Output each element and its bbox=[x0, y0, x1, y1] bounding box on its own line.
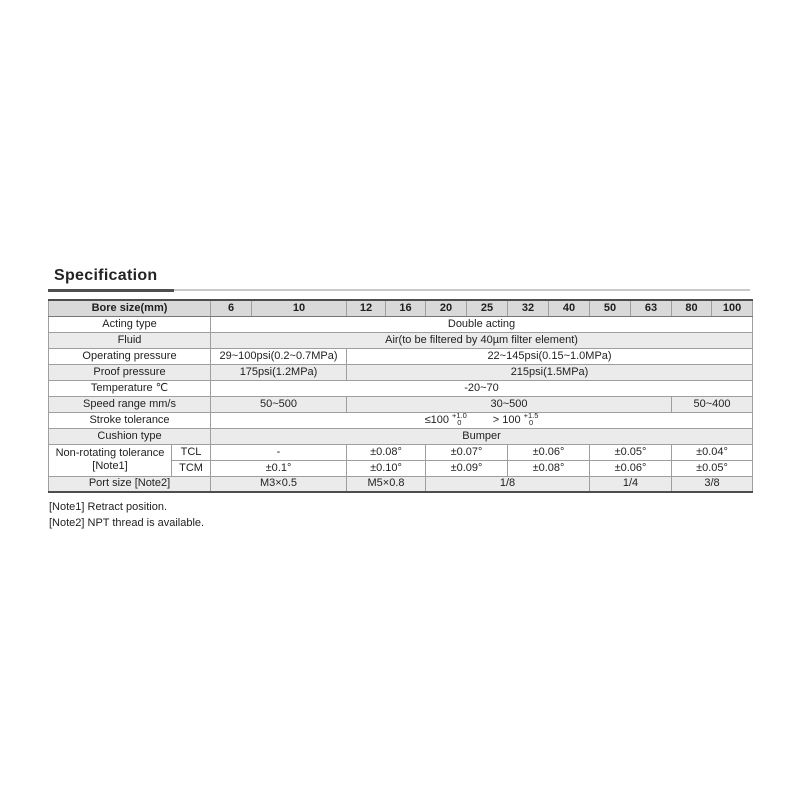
stroke-le-value: ≤100 bbox=[424, 413, 449, 426]
bore-header-50: 50 bbox=[590, 300, 631, 316]
specification-table bbox=[48, 299, 753, 493]
temperature-value: -20~70 bbox=[211, 380, 753, 396]
stroke-le-tolerance: +1.0 0 bbox=[451, 412, 467, 427]
heading-underline bbox=[48, 289, 750, 292]
heading-underline-light bbox=[174, 289, 750, 291]
bore-header-12: 12 bbox=[347, 300, 386, 316]
speed-range-mid: 30~500 bbox=[347, 396, 672, 412]
fluid-value: Air(to be filtered by 40µm filter element) bbox=[211, 332, 753, 348]
cushion-type-value: Bumper bbox=[211, 428, 753, 444]
tcm-value-32-40: ±0.08° bbox=[508, 460, 590, 476]
bore-header-25: 25 bbox=[467, 300, 508, 316]
tcm-value-50-63: ±0.06° bbox=[590, 460, 672, 476]
tcl-value-80-100: ±0.04° bbox=[672, 444, 753, 460]
nonrotating-tolerance-label: Non-rotating tolerance [Note1] bbox=[49, 444, 172, 476]
tcm-value-80-100: ±0.05° bbox=[672, 460, 753, 476]
tcm-value-6-10: ±0.1° bbox=[211, 460, 347, 476]
tcm-value-20-25: ±0.09° bbox=[426, 460, 508, 476]
acting-type-label: Acting type bbox=[49, 316, 211, 332]
page-title: Specification bbox=[54, 267, 158, 284]
port-size-80-100: 3/8 bbox=[672, 476, 753, 492]
tcm-value-12-16: ±0.10° bbox=[347, 460, 426, 476]
temperature-label: Temperature ℃ bbox=[49, 380, 211, 396]
proof-pressure-label: Proof pressure bbox=[49, 364, 211, 380]
bore-header-20: 20 bbox=[426, 300, 467, 316]
row-operating-pressure bbox=[49, 348, 753, 364]
row-acting-type bbox=[49, 316, 753, 332]
row-speed-range bbox=[49, 396, 753, 412]
bore-header-63: 63 bbox=[631, 300, 672, 316]
acting-type-value: Double acting bbox=[211, 316, 753, 332]
tcl-label: TCL bbox=[172, 444, 211, 460]
operating-pressure-small: 29~100psi(0.2~0.7MPa) bbox=[211, 348, 347, 364]
port-size-20-40: 1/8 bbox=[426, 476, 590, 492]
bore-header-100: 100 bbox=[712, 300, 753, 316]
row-fluid bbox=[49, 332, 753, 348]
proof-pressure-large: 215psi(1.5MPa) bbox=[347, 364, 753, 380]
operating-pressure-large: 22~145psi(0.15~1.0MPa) bbox=[347, 348, 753, 364]
port-size-6-10: M3×0.5 bbox=[211, 476, 347, 492]
bore-header-6: 6 bbox=[211, 300, 252, 316]
port-size-50-63: 1/4 bbox=[590, 476, 672, 492]
stroke-tolerance-label: Stroke tolerance bbox=[49, 412, 211, 428]
tcl-value-20-25: ±0.07° bbox=[426, 444, 508, 460]
footnotes bbox=[48, 499, 752, 531]
proof-pressure-small: 175psi(1.2MPa) bbox=[211, 364, 347, 380]
row-nonrotating-tcl bbox=[49, 444, 753, 460]
cushion-type-label: Cushion type bbox=[49, 428, 211, 444]
tcl-value-12-16: ±0.08° bbox=[347, 444, 426, 460]
stroke-gt-tolerance: +1.5 0 bbox=[523, 412, 539, 427]
row-port-size bbox=[49, 476, 753, 492]
bore-header-32: 32 bbox=[508, 300, 549, 316]
specification-section bbox=[48, 266, 752, 531]
row-temperature bbox=[49, 380, 753, 396]
row-stroke-tolerance bbox=[49, 412, 753, 428]
operating-pressure-label: Operating pressure bbox=[49, 348, 211, 364]
row-cushion-type bbox=[49, 428, 753, 444]
port-size-label: Port size [Note2] bbox=[49, 476, 211, 492]
footnote-1: [Note1] Retract position. bbox=[49, 501, 168, 513]
footnote-2: [Note2] NPT thread is available. bbox=[49, 517, 205, 529]
speed-range-large: 50~400 bbox=[672, 396, 753, 412]
row-proof-pressure bbox=[49, 364, 753, 380]
bore-header-16: 16 bbox=[386, 300, 426, 316]
bore-header-40: 40 bbox=[549, 300, 590, 316]
bore-header-80: 80 bbox=[672, 300, 712, 316]
tcl-value-6-10: - bbox=[211, 444, 347, 460]
heading-underline-dark bbox=[48, 289, 174, 292]
stroke-gt-value: > 100 bbox=[492, 413, 521, 426]
port-size-12-16: M5×0.8 bbox=[347, 476, 426, 492]
speed-range-label: Speed range mm/s bbox=[49, 396, 211, 412]
stroke-tolerance-value bbox=[211, 412, 753, 428]
row-bore-size bbox=[49, 300, 753, 316]
tcl-value-50-63: ±0.05° bbox=[590, 444, 672, 460]
bore-header-10: 10 bbox=[252, 300, 347, 316]
bore-size-label: Bore size(mm) bbox=[49, 300, 211, 316]
speed-range-small: 50~500 bbox=[211, 396, 347, 412]
tcl-value-32-40: ±0.06° bbox=[508, 444, 590, 460]
tcm-label: TCM bbox=[172, 460, 211, 476]
fluid-label: Fluid bbox=[49, 332, 211, 348]
